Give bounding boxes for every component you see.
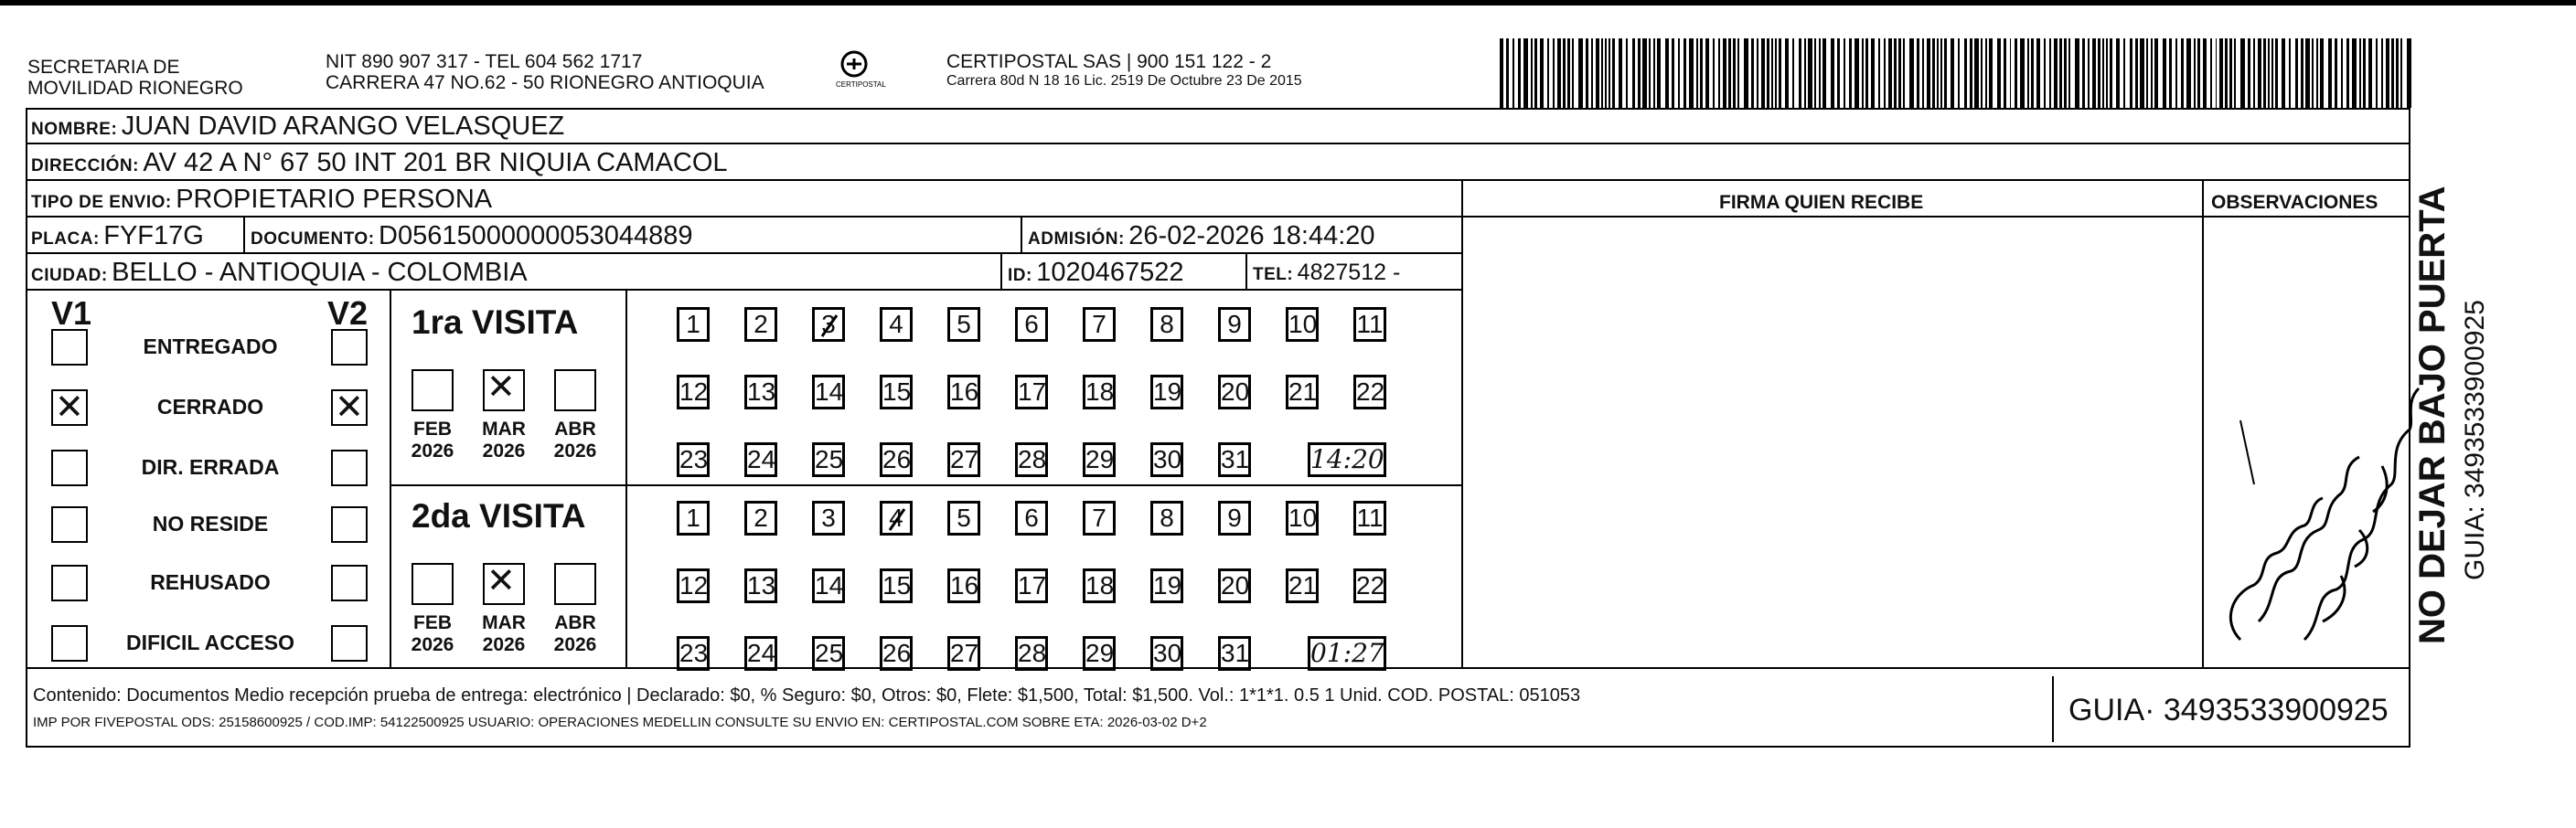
month-label (410, 612, 455, 656)
barcode-bar (1862, 38, 1864, 108)
day-box[interactable]: 30 (1150, 442, 1183, 477)
day-box[interactable]: 15 (880, 375, 913, 409)
barcode-bar (1728, 38, 1731, 108)
barcode-bar (1638, 38, 1641, 108)
barcode-bar (1733, 38, 1736, 108)
barcode-bar (1689, 38, 1694, 108)
barcode-bar (1878, 38, 1880, 108)
carrier-info: CERTIPOSTAL SAS | 900 151 122 - 2 Carrera 80d N 18 16 Lic. 2519 De Octubre 23 De 2015 (946, 51, 1302, 89)
day-box[interactable]: 26 (880, 636, 913, 671)
day-box[interactable]: 21 (1286, 375, 1319, 409)
month-checkbox[interactable] (554, 563, 596, 605)
barcode-bar (2396, 38, 2399, 108)
month-label (481, 419, 527, 462)
barcode-bar (2263, 38, 2266, 108)
barcode-bar (2163, 38, 2166, 108)
month-year: 2026 (482, 441, 526, 462)
status-v2-checkbox[interactable] (331, 506, 368, 543)
barcode-bar (1534, 38, 1537, 108)
barcode-bar (1898, 38, 1901, 108)
barcode-bar (1819, 38, 1821, 108)
barcode-bar (1572, 38, 1574, 108)
visit-time[interactable]: 14:20 (1308, 442, 1386, 477)
day-box[interactable]: 25 (812, 442, 845, 477)
barcode-bar (2341, 38, 2343, 108)
barcode-bar (1596, 38, 1599, 108)
barcode-bar (2075, 38, 2079, 108)
barcode-bar (1917, 38, 1919, 108)
barcode-bar (1779, 38, 1781, 108)
barcode-bar (1775, 38, 1777, 108)
barcode-bar (1757, 38, 1758, 108)
day-box[interactable]: 19 (1150, 568, 1183, 603)
status-v1-checkbox[interactable] (51, 506, 88, 543)
barcode-bar (1653, 38, 1655, 108)
barcode-bar (2064, 38, 2067, 108)
status-label: CERRADO (156, 395, 264, 419)
day-box[interactable]: 16 (947, 375, 980, 409)
month-checkbox[interactable] (483, 563, 525, 605)
barcode-bar (1903, 38, 1905, 108)
barcode-bar (1578, 38, 1583, 108)
status-v1-checkbox[interactable] (51, 565, 88, 601)
barcode-bar (1884, 38, 1886, 108)
day-box[interactable]: 28 (1015, 636, 1048, 671)
contenido-line: Contenido: Documentos Medio recepción prueba de entrega: electrónico | Declarado: $0, % Seguro: $0, Otros: $0, Flete: $1,500, Total: $1,500. Vol.: 1*1*1. 0.5 1 Unid. COD. POSTAL: 051053 (33, 685, 1581, 706)
no-dejar-bajo-puerta: NO DEJAR BAJO PUERTA (2412, 186, 2453, 644)
day-box[interactable]: 11 (1353, 501, 1386, 536)
barcode-bar (1713, 38, 1715, 108)
status-label: ENTREGADO (143, 334, 278, 358)
day-box[interactable]: 18 (1083, 375, 1116, 409)
day-box[interactable]: 22 (1353, 568, 1386, 603)
barcode-bar (2352, 38, 2357, 108)
barcode-bar (1737, 38, 1739, 108)
barcode-bar (1844, 38, 1845, 108)
barcode-bar (2197, 38, 2200, 108)
status-v2-checkbox[interactable] (331, 389, 368, 426)
barcode-bar (1567, 38, 1570, 108)
barcode-bar (1808, 38, 1812, 108)
barcode-bar (2363, 38, 2366, 108)
barcode-bar (2312, 38, 2314, 108)
barcode-bar (1944, 38, 1947, 108)
day-box[interactable]: 12 (677, 568, 710, 603)
barcode-bar (2328, 38, 2332, 108)
month-label (552, 612, 598, 656)
barcode-bar (2088, 38, 2090, 108)
barcode-bar (2027, 38, 2029, 108)
barcode-bar (2289, 38, 2291, 108)
month-label (410, 419, 455, 462)
day-box[interactable]: 11 (1353, 307, 1386, 342)
day-box[interactable]: 8 (1150, 501, 1183, 536)
barcode-bar (1605, 38, 1607, 108)
status-v2-checkbox[interactable] (331, 329, 368, 366)
imp-line: IMP POR FIVEPOSTAL ODS: 25158600925 / COD.IMP: 54122500925 USUARIO: OPERACIONES MEDELLIN CONSULTE SU ENVIO EN: CERTIPOSTAL.COM SOBRE ETA: 2026-03-02 D+2 (33, 715, 1207, 730)
barcode-bar (2271, 38, 2273, 108)
day-box[interactable]: 12 (677, 375, 710, 409)
day-box[interactable]: 21 (1286, 568, 1319, 603)
barcode-bar (2240, 38, 2245, 108)
barcode-bar (1678, 38, 1680, 108)
barcode-bar (1909, 38, 1914, 108)
month-checkbox[interactable] (483, 369, 525, 411)
barcode-bar (2082, 38, 2085, 108)
visit-title: 2da VISITA (412, 497, 586, 535)
status-label: REHUSADO (150, 570, 271, 594)
barcode-bar (1989, 38, 1993, 108)
day-box[interactable]: 5 (947, 307, 980, 342)
day-box[interactable]: 17 (1015, 568, 1048, 603)
tipo-envio-row: TIPO DE ENVIO: PROPIETARIO PERSONA (31, 185, 493, 214)
tel-cell: TEL: 4827512 - (1253, 260, 1401, 285)
status-v2-checkbox[interactable] (331, 450, 368, 486)
barcode-bar (2049, 38, 2051, 108)
barcode-bar (1997, 38, 2001, 108)
direccion-row: DIRECCIÓN: AV 42 A N° 67 50 INT 201 BR NIQUIA CAMACOL (31, 148, 728, 177)
day-box[interactable]: 24 (744, 636, 777, 671)
barcode-bar (2381, 38, 2383, 108)
documento-cell: DOCUMENTO: D05615000000053044889 (251, 221, 693, 250)
barcode-bar (1540, 38, 1544, 108)
barcode-bar (1822, 38, 1826, 108)
day-box[interactable]: 9 (1218, 307, 1251, 342)
day-box[interactable]: 20 (1218, 568, 1251, 603)
barcode-bar (1665, 38, 1669, 108)
barcode-bar (2305, 38, 2310, 108)
barcode-bar (1849, 38, 1852, 108)
visit-title: 1ra VISITA (412, 303, 579, 341)
barcode-bar (1751, 38, 1754, 108)
v2-header: V2 (327, 294, 369, 332)
barcode-bar (1531, 38, 1533, 108)
barcode-bar (1683, 38, 1686, 108)
barcode-bar (1970, 38, 1972, 108)
barcode-bar (2407, 38, 2411, 108)
barcode-bar (1672, 38, 1674, 108)
day-box[interactable]: 15 (880, 568, 913, 603)
status-v1-checkbox[interactable] (51, 625, 88, 662)
day-box[interactable]: 2 (744, 501, 777, 536)
signature (2204, 347, 2414, 658)
barcode-bar (1958, 38, 1960, 108)
month-checkbox[interactable] (554, 369, 596, 411)
barcode-bar (2015, 38, 2017, 108)
certipostal-logo (834, 48, 886, 90)
barcode-bar (1937, 38, 1939, 108)
day-box[interactable]: 23 (677, 442, 710, 477)
barcode-bar (2106, 38, 2108, 108)
day-box[interactable]: 6 (1015, 307, 1048, 342)
barcode-bar (2386, 38, 2389, 108)
day-box[interactable]: 3 (812, 501, 845, 536)
barcode-bar (2268, 38, 2270, 108)
day-box[interactable]: 26 (880, 442, 913, 477)
barcode-bar (2169, 38, 2172, 108)
barcode-bar (2316, 38, 2318, 108)
barcode-bar (2275, 38, 2278, 108)
barcode-bar (2151, 38, 2153, 108)
month-year: 2026 (411, 441, 454, 462)
barcode-bar (1940, 38, 1942, 108)
barcode-bar (1771, 38, 1773, 108)
barcode-bar (1586, 38, 1588, 108)
day-box[interactable]: 6 (1015, 501, 1048, 536)
barcode-bar (2102, 38, 2104, 108)
status-v1-checkbox[interactable] (51, 450, 88, 486)
barcode-bar (1642, 38, 1647, 108)
barcode-bar (2010, 38, 2012, 108)
day-box[interactable]: 20 (1218, 375, 1251, 409)
status-v1-checkbox[interactable] (51, 389, 88, 426)
barcode-bar (2400, 38, 2402, 108)
barcode-bar (2346, 38, 2349, 108)
barcode-bar (1981, 38, 1983, 108)
barcode-bar (1657, 38, 1661, 108)
admision-cell: ADMISIÓN: 26-02-2026 18:44:20 (1028, 221, 1375, 250)
day-box[interactable]: 28 (1015, 442, 1048, 477)
month-year: 2026 (482, 634, 526, 655)
status-v2-checkbox[interactable] (331, 625, 368, 662)
day-box[interactable]: 5 (947, 501, 980, 536)
barcode-bar (1563, 38, 1566, 108)
day-box[interactable]: 10 (1286, 501, 1319, 536)
v1-header: V1 (51, 294, 92, 332)
barcode-bar (1894, 38, 1897, 108)
day-box[interactable]: 27 (947, 636, 980, 671)
barcode-bar (1612, 38, 1615, 108)
month-label (552, 419, 598, 462)
barcode-bar (2335, 38, 2337, 108)
barcode-bar (1744, 38, 1748, 108)
day-box[interactable]: 4 (880, 307, 913, 342)
barcode-bar (1761, 38, 1765, 108)
month-name: FEB (413, 612, 452, 633)
barcode-bar (1871, 38, 1875, 108)
day-box[interactable]: 31 (1218, 442, 1251, 477)
barcode-bar (1619, 38, 1622, 108)
barcode-bar (2320, 38, 2324, 108)
month-name: FEB (413, 419, 452, 440)
day-box[interactable]: 13 (744, 568, 777, 603)
barcode-bar (2092, 38, 2096, 108)
barcode-bar (2044, 38, 2046, 108)
barcode-bar (2248, 38, 2250, 108)
barcode-bar (1632, 38, 1635, 108)
day-box[interactable]: 17 (1015, 375, 1048, 409)
barcode-bar (2059, 38, 2062, 108)
day-box[interactable]: 23 (677, 636, 710, 671)
barcode-bar (2135, 38, 2138, 108)
barcode-bar (2359, 38, 2361, 108)
day-box[interactable]: 7 (1083, 501, 1116, 536)
day-box[interactable]: 1 (677, 501, 710, 536)
barcode-bar (2258, 38, 2261, 108)
barcode-bar (1705, 38, 1709, 108)
barcode-bar (1799, 38, 1801, 108)
barcode-bar (2036, 38, 2040, 108)
barcode-bar (2295, 38, 2298, 108)
barcode-bar (1609, 38, 1610, 108)
month-name: ABR (554, 419, 596, 440)
day-box[interactable]: 18 (1083, 568, 1116, 603)
barcode-bar (2219, 38, 2223, 108)
month-name: MAR (482, 419, 526, 440)
barcode-bar (2376, 38, 2378, 108)
barcode-bar (2140, 38, 2144, 108)
barcode-bar (1785, 38, 1789, 108)
barcode-bar (1591, 38, 1593, 108)
barcode-bar (1547, 38, 1549, 108)
day-box[interactable]: 4 (880, 501, 913, 536)
barcode-bar (2210, 38, 2212, 108)
day-box[interactable]: 19 (1150, 375, 1183, 409)
barcode-bar (1792, 38, 1794, 108)
barcode-bar (2181, 38, 2184, 108)
barcode-bar (1718, 38, 1720, 108)
barcode-bar (1932, 38, 1935, 108)
barcode-bar (1888, 38, 1892, 108)
barcode-bar (1626, 38, 1628, 108)
barcode-bar (2229, 38, 2232, 108)
barcode-bar (2253, 38, 2255, 108)
month-year: 2026 (553, 634, 597, 655)
barcode-bar (1865, 38, 1868, 108)
day-box[interactable]: 9 (1218, 501, 1251, 536)
id-cell: ID: 1020467522 (1008, 258, 1184, 287)
status-v1-checkbox[interactable] (51, 329, 88, 366)
month-name: ABR (554, 612, 596, 633)
barcode-bar (1500, 38, 1503, 108)
placa-cell: PLACA: FYF17G (31, 221, 204, 250)
barcode-bar (2301, 38, 2303, 108)
barcode (1500, 38, 2414, 108)
status-label: NO RESIDE (152, 512, 269, 536)
barcode-bar (1723, 38, 1726, 108)
barcode-bar (2116, 38, 2120, 108)
barcode-bar (2282, 38, 2285, 108)
barcode-bar (1506, 38, 1509, 108)
day-box[interactable]: 30 (1150, 636, 1183, 671)
day-box[interactable]: 8 (1150, 307, 1183, 342)
barcode-bar (1951, 38, 1954, 108)
barcode-bar (2146, 38, 2148, 108)
day-box[interactable]: 7 (1083, 307, 1116, 342)
barcode-bar (1601, 38, 1604, 108)
ciudad-cell: CIUDAD: BELLO - ANTIOQUIA - COLOMBIA (31, 258, 528, 287)
barcode-bar (1696, 38, 1698, 108)
org-name: SECRETARIA DE MOVILIDAD RIONEGRO (27, 57, 243, 99)
day-box[interactable]: 1 (677, 307, 710, 342)
day-box[interactable]: 16 (947, 568, 980, 603)
day-box[interactable]: 24 (744, 442, 777, 477)
month-checkbox[interactable] (412, 369, 454, 411)
barcode-bar (1518, 38, 1521, 108)
barcode-bar (1814, 38, 1816, 108)
day-box[interactable]: 29 (1083, 442, 1116, 477)
day-box[interactable]: 31 (1218, 636, 1251, 671)
barcode-bar (1837, 38, 1840, 108)
day-box[interactable]: 27 (947, 442, 980, 477)
barcode-bar (2216, 38, 2218, 108)
org-contact: NIT 890 907 317 - TEL 604 562 1717 CARRERA 47 NO.62 - 50 RIONEGRO ANTIOQUIA (326, 51, 764, 93)
day-box[interactable]: 14 (812, 568, 845, 603)
barcode-bar (2020, 38, 2025, 108)
barcode-bar (1804, 38, 1807, 108)
barcode-bar (1553, 38, 1555, 108)
barcode-bar (2054, 38, 2058, 108)
day-box[interactable]: 14 (812, 375, 845, 409)
month-name: MAR (482, 612, 526, 633)
barcode-bar (1512, 38, 1514, 108)
day-box[interactable]: 2 (744, 307, 777, 342)
day-box[interactable]: 13 (744, 375, 777, 409)
barcode-bar (2186, 38, 2191, 108)
day-box[interactable]: 25 (812, 636, 845, 671)
day-box[interactable]: 22 (1353, 375, 1386, 409)
status-label: DIR. ERRADA (141, 455, 280, 479)
barcode-bar (1831, 38, 1834, 108)
barcode-bar (1974, 38, 1979, 108)
barcode-bar (1922, 38, 1924, 108)
month-checkbox[interactable] (412, 563, 454, 605)
barcode-bar (2098, 38, 2100, 108)
barcode-bar (1985, 38, 1987, 108)
visit-time[interactable]: 01:27 (1308, 636, 1386, 671)
barcode-bar (2368, 38, 2372, 108)
barcode-bar (1700, 38, 1703, 108)
barcode-bar (2175, 38, 2177, 108)
barcode-bar (2203, 38, 2207, 108)
status-v2-checkbox[interactable] (331, 565, 368, 601)
month-year: 2026 (411, 634, 454, 655)
barcode-bar (2194, 38, 2196, 108)
footer-guia: GUIA· 3493533900925 (2068, 693, 2389, 727)
barcode-bar (2234, 38, 2236, 108)
barcode-bar (1964, 38, 1967, 108)
barcode-bar (2068, 38, 2070, 108)
logo-text: CERTIPOSTAL (836, 80, 886, 89)
month-label (481, 612, 527, 656)
day-box[interactable]: 10 (1286, 307, 1319, 342)
day-box[interactable]: 3 (812, 307, 845, 342)
day-box[interactable]: 29 (1083, 636, 1116, 671)
barcode-bar (2110, 38, 2112, 108)
status-label: DIFICIL ACCESO (125, 631, 294, 654)
barcode-bar (2154, 38, 2158, 108)
barcode-bar (1523, 38, 1528, 108)
barcode-bar (2123, 38, 2125, 108)
barcode-bar (1649, 38, 1651, 108)
side-guia: GUIA: 3493533900925 (2460, 300, 2490, 580)
month-year: 2026 (553, 441, 597, 462)
observaciones-header: OBSERVACIONES (2211, 192, 2378, 213)
barcode-bar (2130, 38, 2132, 108)
barcode-bar (1767, 38, 1769, 108)
firma-header: FIRMA QUIEN RECIBE (1719, 192, 1924, 213)
barcode-bar (2004, 38, 2006, 108)
barcode-bar (1927, 38, 1930, 108)
barcode-bar (2225, 38, 2228, 108)
barcode-bar (1557, 38, 1561, 108)
barcode-bar (1855, 38, 1859, 108)
nombre-row: NOMBRE: JUAN DAVID ARANGO VELASQUEZ (31, 111, 565, 141)
barcode-bar (2391, 38, 2394, 108)
barcode-bar (2031, 38, 2034, 108)
